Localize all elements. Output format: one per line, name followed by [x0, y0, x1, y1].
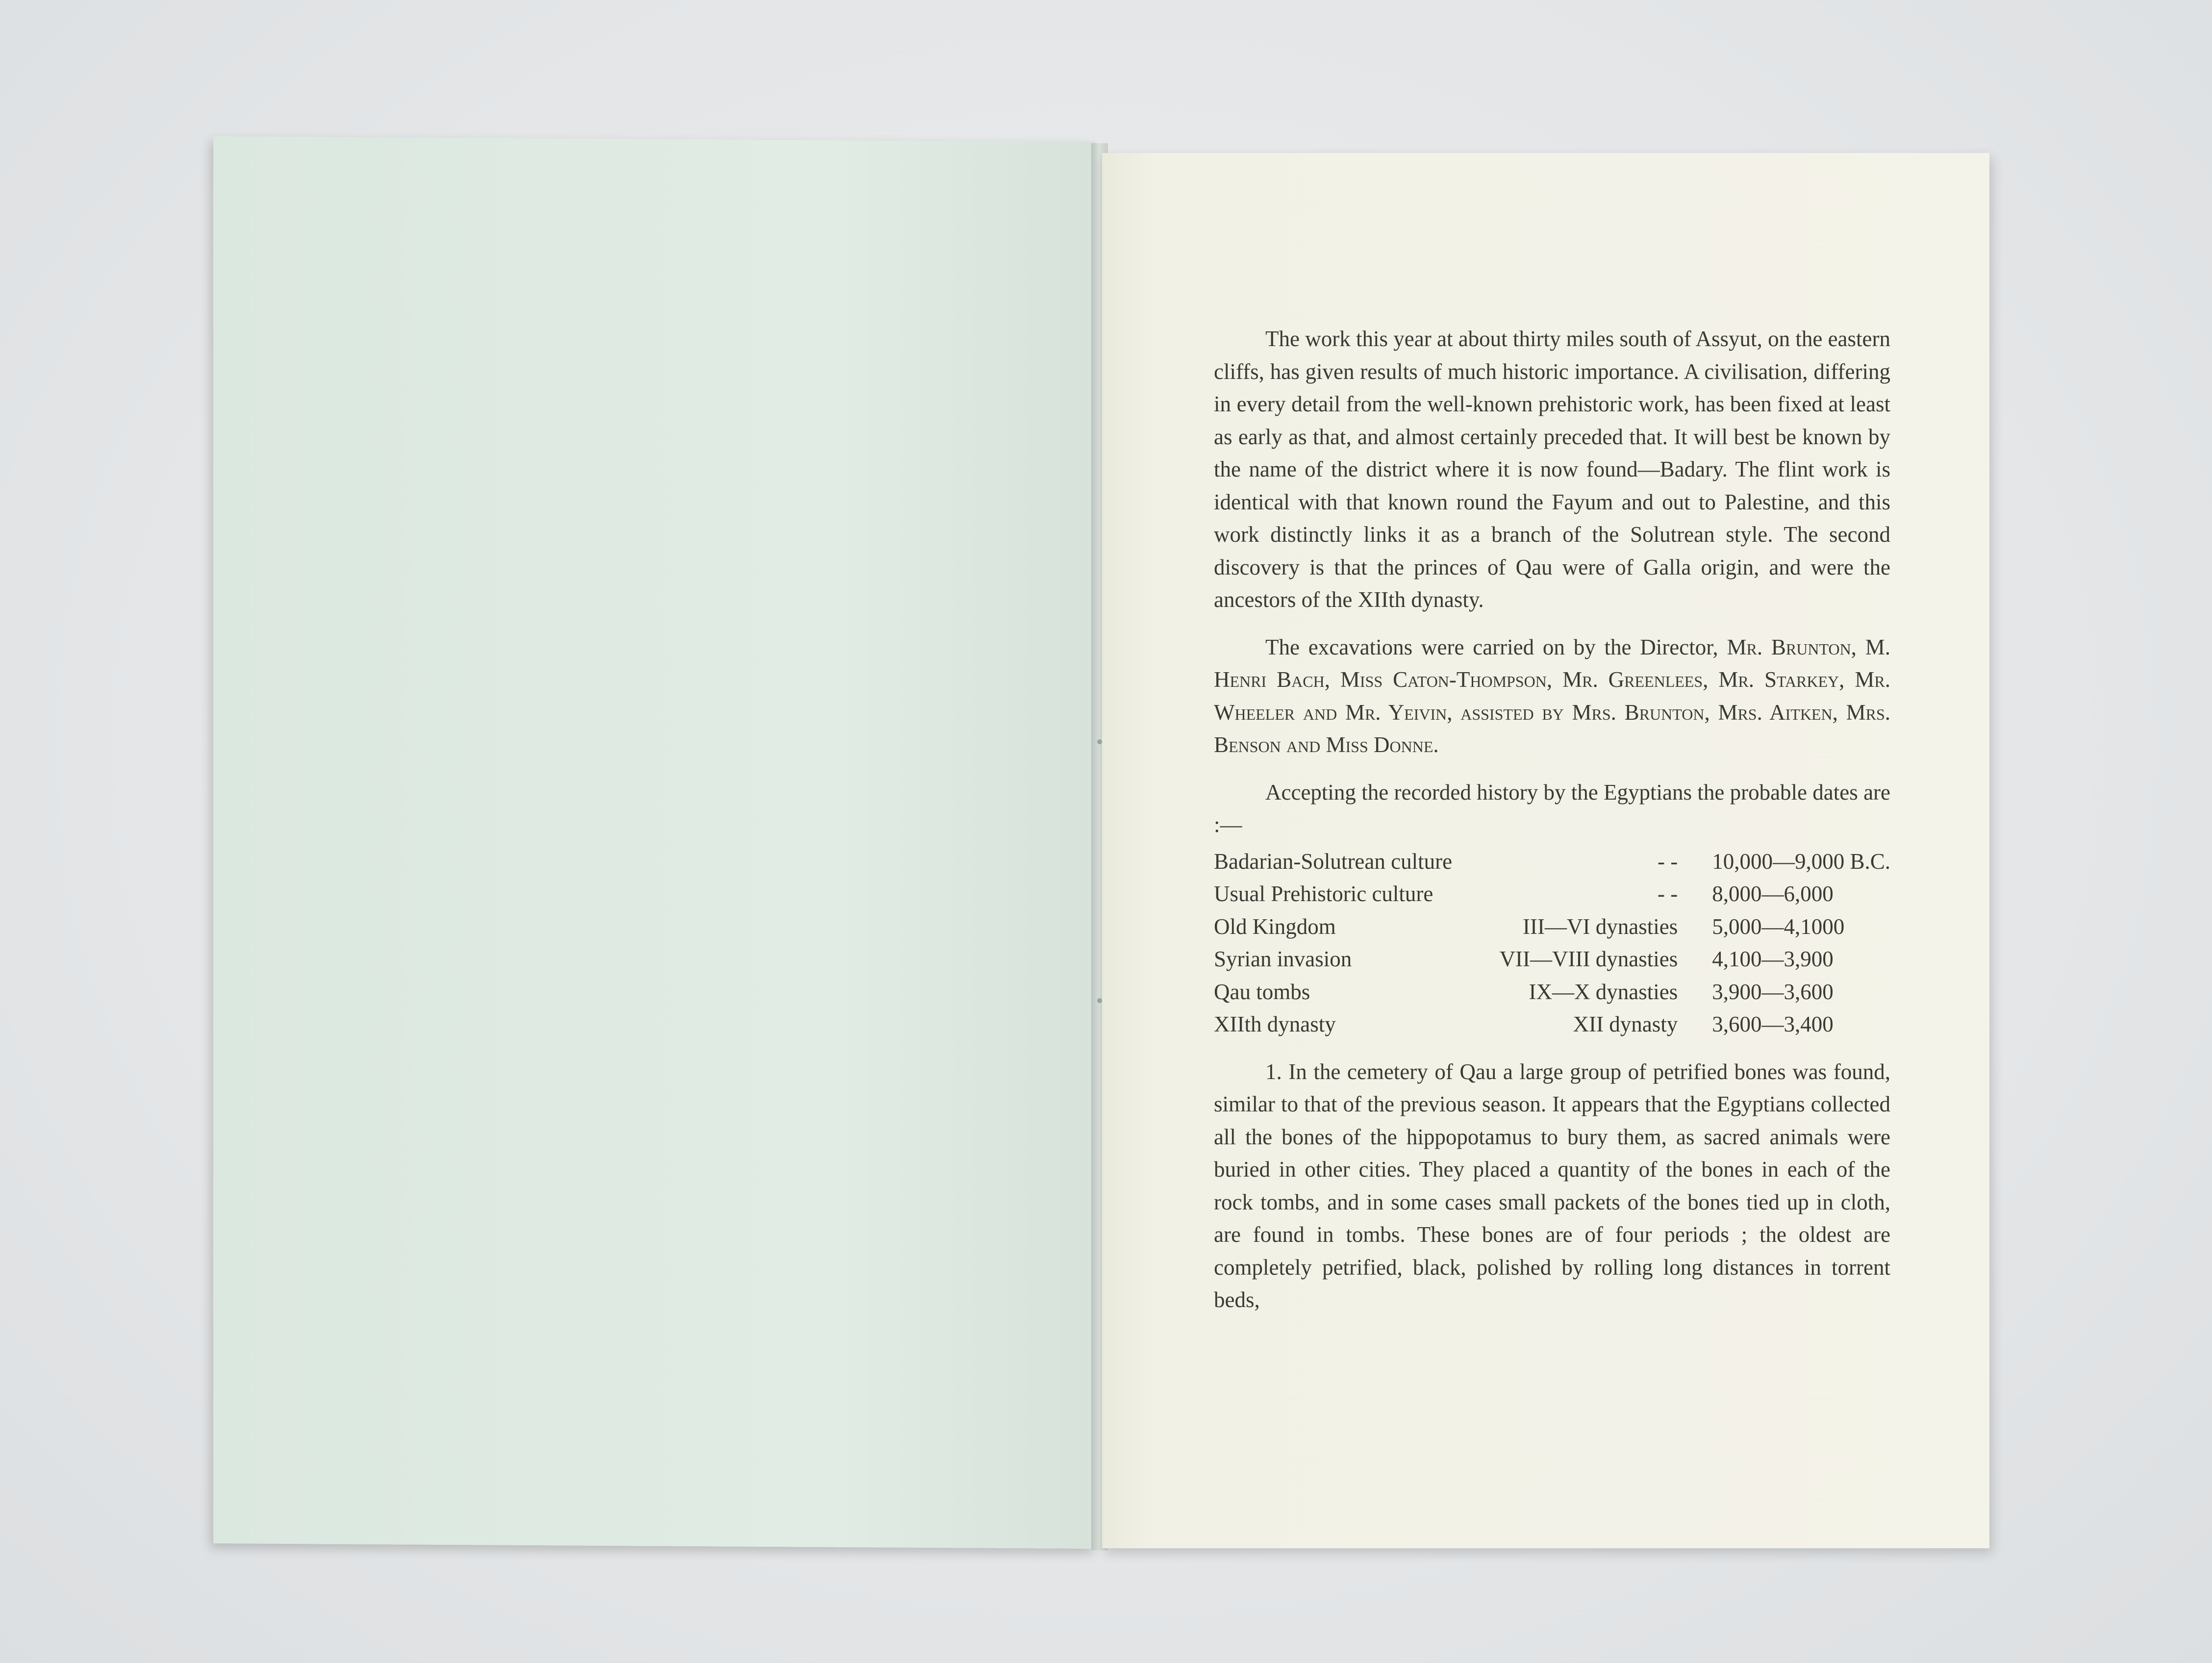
dates-cell-dynasty: - - [1657, 882, 1678, 906]
dates-cell-dynasty: IX—X dynasties [1529, 979, 1678, 1004]
excavators-paragraph [1214, 631, 1890, 761]
show-through-ghost [213, 167, 1096, 202]
dates-row [1214, 910, 1890, 943]
dates-cell-years: 8,000—6,000 [1712, 882, 1834, 906]
dates-cell-years: 4,100—3,900 [1712, 947, 1834, 971]
dates-cell-years: 3,900—3,600 [1712, 979, 1834, 1004]
dates-cell-dynasty: VII—VIII dynasties [1499, 947, 1678, 971]
dates-cell-years: 5,000—4,1000 [1712, 914, 1845, 939]
dates-cell-name: Syrian invasion [1214, 947, 1352, 971]
left-page-cover-verso [213, 136, 1096, 1549]
dates-cell-dynasty: XII dynasty [1573, 1012, 1678, 1036]
show-through-ghost [213, 1215, 1096, 1260]
dates-cell-years: 10,000—9,000 B.C. [1712, 849, 1890, 874]
staple-mark [1097, 998, 1102, 1003]
show-through-ghost [213, 1117, 1096, 1161]
show-through-ghost [213, 857, 1096, 911]
dates-cell-dynasty: - - [1657, 849, 1678, 874]
section-1-paragraph: 1. In the cemetery of Qau a large group of petrified bones was found, similar to that of the previous season. It appears that the Egyptians collected all the bones of the hippopotamus to bury them, as sacred animals were buried in other cities. They placed a quantity of the bones in each of the rock tombs, and in some cases small packets of the bones tied up in cloth, are found in tombs. These bones are of four periods ; the oldest are completely petrified, black, polished by rolling long distances in torrent beds, [1214, 1059, 1890, 1312]
dates-intro: Accepting the recorded history by the Egyptians the probable dates are :— [1214, 780, 1890, 837]
show-through-ghost [213, 484, 1096, 549]
dates-cell-dynasty: III—VI dynasties [1523, 914, 1678, 939]
show-through-ghost [213, 283, 1096, 318]
staple-mark [1097, 739, 1102, 744]
excavators-names: Mr. Brunton, M. Henri Bach, Miss Caton-Thompson, Mr. Greenlees, Mr. Starkey, Mr. Wheeler and Mr. Yeivin, assisted by Mrs. Brunton, Mrs. Aitken, Mrs. Benson and Miss Donne. [1214, 634, 1890, 757]
page-text [1214, 323, 1890, 1331]
dates-cell-name: Old Kingdom [1214, 914, 1336, 939]
show-through-ghost [213, 622, 1096, 701]
excavators-lead: The excavations were carried on by the Director, [1265, 634, 1718, 659]
dates-cell-name: Usual Prehistoric culture [1214, 882, 1433, 906]
dates-row [1214, 845, 1890, 878]
dates-cell-name: Qau tombs [1214, 979, 1310, 1004]
dates-row [1214, 976, 1890, 1008]
dates-row [1214, 943, 1890, 976]
dates-cell-years: 3,600—3,400 [1712, 1012, 1834, 1036]
dates-row [1214, 1008, 1890, 1041]
intro-paragraph: The work this year at about thirty miles south of Assyut, on the eastern cliffs, has given results of much historic importance. A civilisation, differing in every detail from the well-known prehistoric work, has been fixed at least as early as that, and almost certainly preceded that. It will best be known by the name of the district where it is now found—Badary. The flint work is identical with that known round the Fayum and out to Palestine, and this work distinctly links it as a branch of the Solutrean style. The second discovery is that the princes of Qau were of Galla origin, and were the ancestors of the XIIth dynasty. [1214, 327, 1890, 612]
dates-cell-name: Badarian-Solutrean culture [1214, 849, 1453, 874]
dates-table [1214, 845, 1890, 1041]
dates-row [1214, 878, 1890, 910]
dates-cell-name: XIIth dynasty [1214, 1012, 1336, 1036]
